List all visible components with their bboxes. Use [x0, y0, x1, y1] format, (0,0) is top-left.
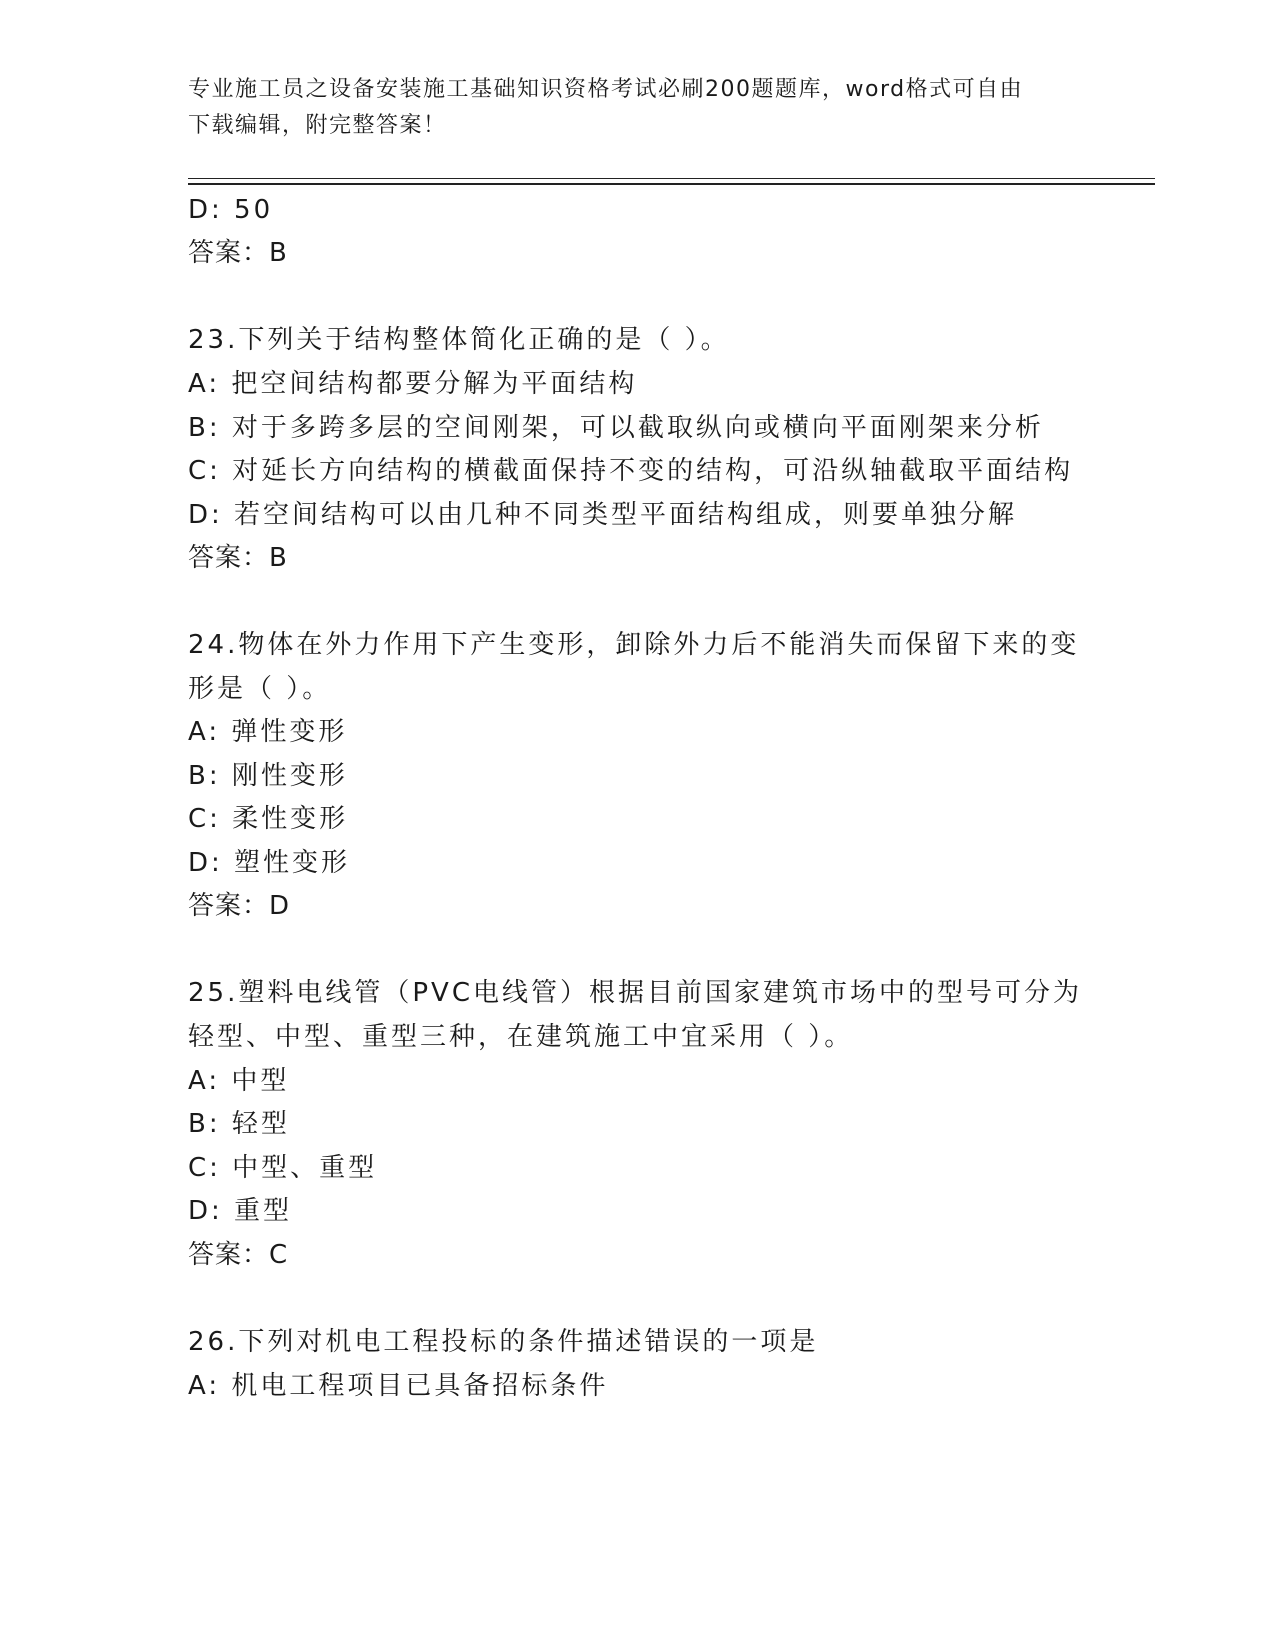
q26-stem: 26.下列对机电工程投标的条件描述错误的一项是 — [188, 1327, 819, 1357]
q23-option-c: C: 对延长方向结构的横截面保持不变的结构，可沿纵轴截取平面结构 — [188, 456, 1074, 486]
header-rule-thick — [188, 183, 1155, 185]
q24-option-c: C: 柔性变形 — [188, 804, 349, 834]
q24-stem-line-1: 24.物体在外力作用下产生变形，卸除外力后不能消失而保留下来的变 — [188, 630, 1080, 660]
prev-option-d: D: 50 — [188, 195, 274, 225]
q25-option-b: B: 轻型 — [188, 1109, 290, 1139]
header-line-2: 下载编辑，附完整答案！ — [188, 113, 447, 138]
q25-option-c: C: 中型、重型 — [188, 1153, 378, 1183]
q25-option-d: D: 重型 — [188, 1196, 293, 1226]
q25-answer: 答案：C — [188, 1240, 289, 1270]
q24-option-a: A: 弹性变形 — [188, 717, 348, 747]
q23-option-a: A: 把空间结构都要分解为平面结构 — [188, 369, 638, 399]
q23-option-d: D: 若空间结构可以由几种不同类型平面结构组成，则要单独分解 — [188, 500, 1018, 530]
q24-option-d: D: 塑性变形 — [188, 848, 351, 878]
page-header — [188, 72, 1088, 144]
q24-option-b: B: 刚性变形 — [188, 761, 348, 791]
q24-answer: 答案：D — [188, 891, 291, 921]
header-line-1: 专业施工员之设备安装施工基础知识资格考试必刷200题题库，word格式可自由 — [188, 77, 1024, 102]
header-rule-thin — [188, 178, 1155, 179]
q25-option-a: A: 中型 — [188, 1066, 290, 1096]
prev-answer: 答案：B — [188, 238, 288, 268]
q23-answer: 答案：B — [188, 543, 288, 573]
q25-stem-line-1: 25.塑料电线管（PVC电线管）根据目前国家建筑市场中的型号可分为 — [188, 978, 1082, 1008]
q25-stem-line-2: 轻型、中型、重型三种，在建筑施工中宜采用（ ）。 — [188, 1022, 854, 1052]
q24-stem-line-2: 形是（ ）。 — [188, 674, 332, 704]
q23-option-b: B: 对于多跨多层的空间刚架，可以截取纵向或横向平面刚架来分析 — [188, 413, 1044, 443]
q26-option-a: A: 机电工程项目已具备招标条件 — [188, 1371, 609, 1401]
q23-stem: 23.下列关于结构整体简化正确的是（ ）。 — [188, 325, 730, 355]
